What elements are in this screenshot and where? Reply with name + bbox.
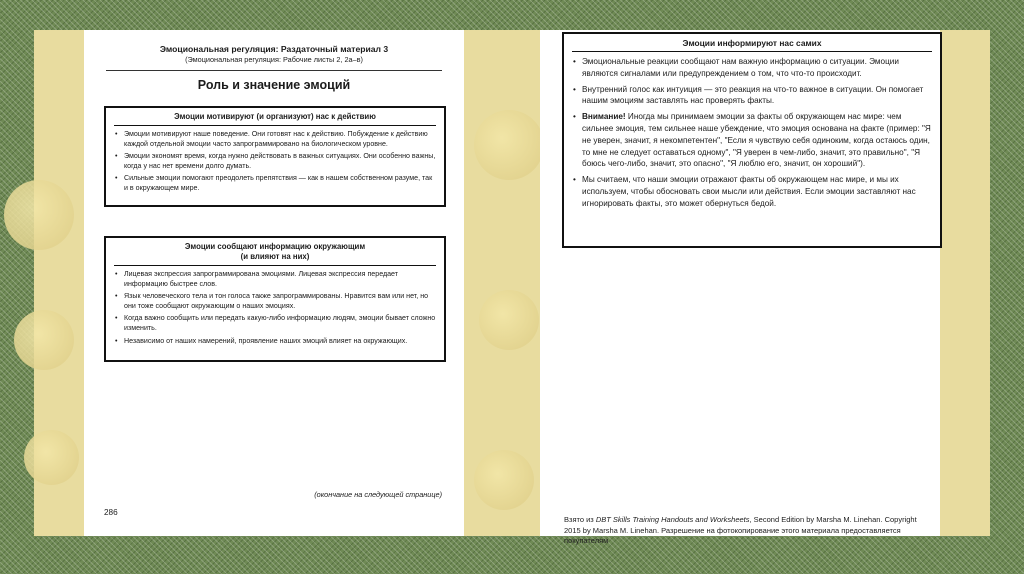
slide [34,30,990,545]
decorative-bubble [474,450,534,510]
bullet-text: Мы считаем, что наши эмоции отражают факты об окружающем нас мире, и мы их используем, чтобы обосновать свои мысли или действия. Если эмоции заставляют нас игнорировать факты, это может обернуться бедой. [582,175,916,208]
copyright-credit [564,515,934,547]
list-item: • Эмоции мотивируют наше поведение. Они готовят нас к действию. Побуждение к действию каждой отдельной эмоции часто запрограммировано на биологическом уровне. [114,130,436,149]
header-divider [106,70,442,71]
bullet-text: Иногда мы принимаем эмоции за факты об окружающем нас мире: чем сильнее эмоция, тем сильнее наше убеждение, что эмоция основана на факте (пример: "Я не уверен, значит, я некомпетентен", "Если я чувствую себя одиноким, когда остаюсь один, то мне не следует оставаться одному", "Я уверен в чем-либо, значит, это правильно", "Я боюсь чего-либо, значит, это опасно", "Я люблю его, значит, он хороший"). [582,112,931,169]
decorative-bubble [4,180,74,250]
list-item [572,56,932,80]
decorative-bubble [474,110,544,180]
handout-header-subtitle: (Эмоциональная регуляция: Рабочие листы 2, 2а–в) [185,55,363,64]
list-item [572,111,932,170]
list-item: • Лицевая экспрессия запрограммирована эмоциями. Лицевая экспрессия передает информацию быстрее слов. [114,270,436,289]
decorative-bubble [479,290,539,350]
credit-prefix: Взято из [564,515,596,524]
credit-book-title: DBT Skills Training Handouts and Worksheets [595,515,750,524]
box-title: Эмоции информируют нас самих [572,38,932,52]
list-item: • Эмоции экономят время, когда нужно действовать в важных ситуациях. Они особенно важны, когда у нас нет времени долго думать. [114,152,436,171]
list-item [572,84,932,108]
credit-rest: , Second Edition by Marsha M. Linehan. Copyright 2015 by Marsha M. Linehan. Разрешение на фотокопирование этого материала предоставляется покупателям [564,515,917,545]
list-item: • Независимо от наших намерений, проявление наших эмоций влияет на окружающих. [114,337,436,347]
bullet-list [114,130,436,194]
handout-header-title: Эмоциональная регуляция: Раздаточный материал 3 [159,44,389,54]
list-item [572,174,932,209]
bullet-text: Внутренний голос как интуиция — это реакция на что-то важное в ситуации. Он помогает нашим эмоциям заставлять нас проверять факты. [582,84,924,106]
list-item: • Сильные эмоции помогают преодолеть препятствия — как в нашем собственном разуме, так и в окружающем мире. [114,174,436,193]
page-heading: Роль и значение эмоций [197,78,351,92]
page-number: 286 [104,508,118,517]
continued-note: (окончание на следующей странице) [314,490,442,499]
box-inform-ourselves [562,32,942,248]
bullet-lead: Внимание! [582,112,626,122]
box-communicate [104,236,446,362]
right-page [540,30,940,545]
box-title: Эмоции мотивируют (и организуют) нас к действию [114,112,436,126]
list-item: • Язык человеческого тела и тон голоса также запрограммированы. Нравится вам или нет, но они тоже сообщают окружающим о наших эмоциях. [114,292,436,311]
bullet-list [572,56,932,210]
bullet-list [114,270,436,346]
box-title: Эмоции сообщают информацию окружающим (и влияют на них) [114,242,436,266]
left-page [84,30,464,536]
bullet-text: Эмоциональные реакции сообщают нам важную информацию о ситуации. Эмоции являются сигналами или предупреждением о том, что что-то происходит. [582,57,899,78]
box-motivate [104,106,446,207]
decorative-bubble [14,310,74,370]
decorative-bubble [24,430,79,485]
list-item: • Когда важно сообщить или передать какую-либо информацию людям, эмоции бывает сложно изменить. [114,314,436,333]
